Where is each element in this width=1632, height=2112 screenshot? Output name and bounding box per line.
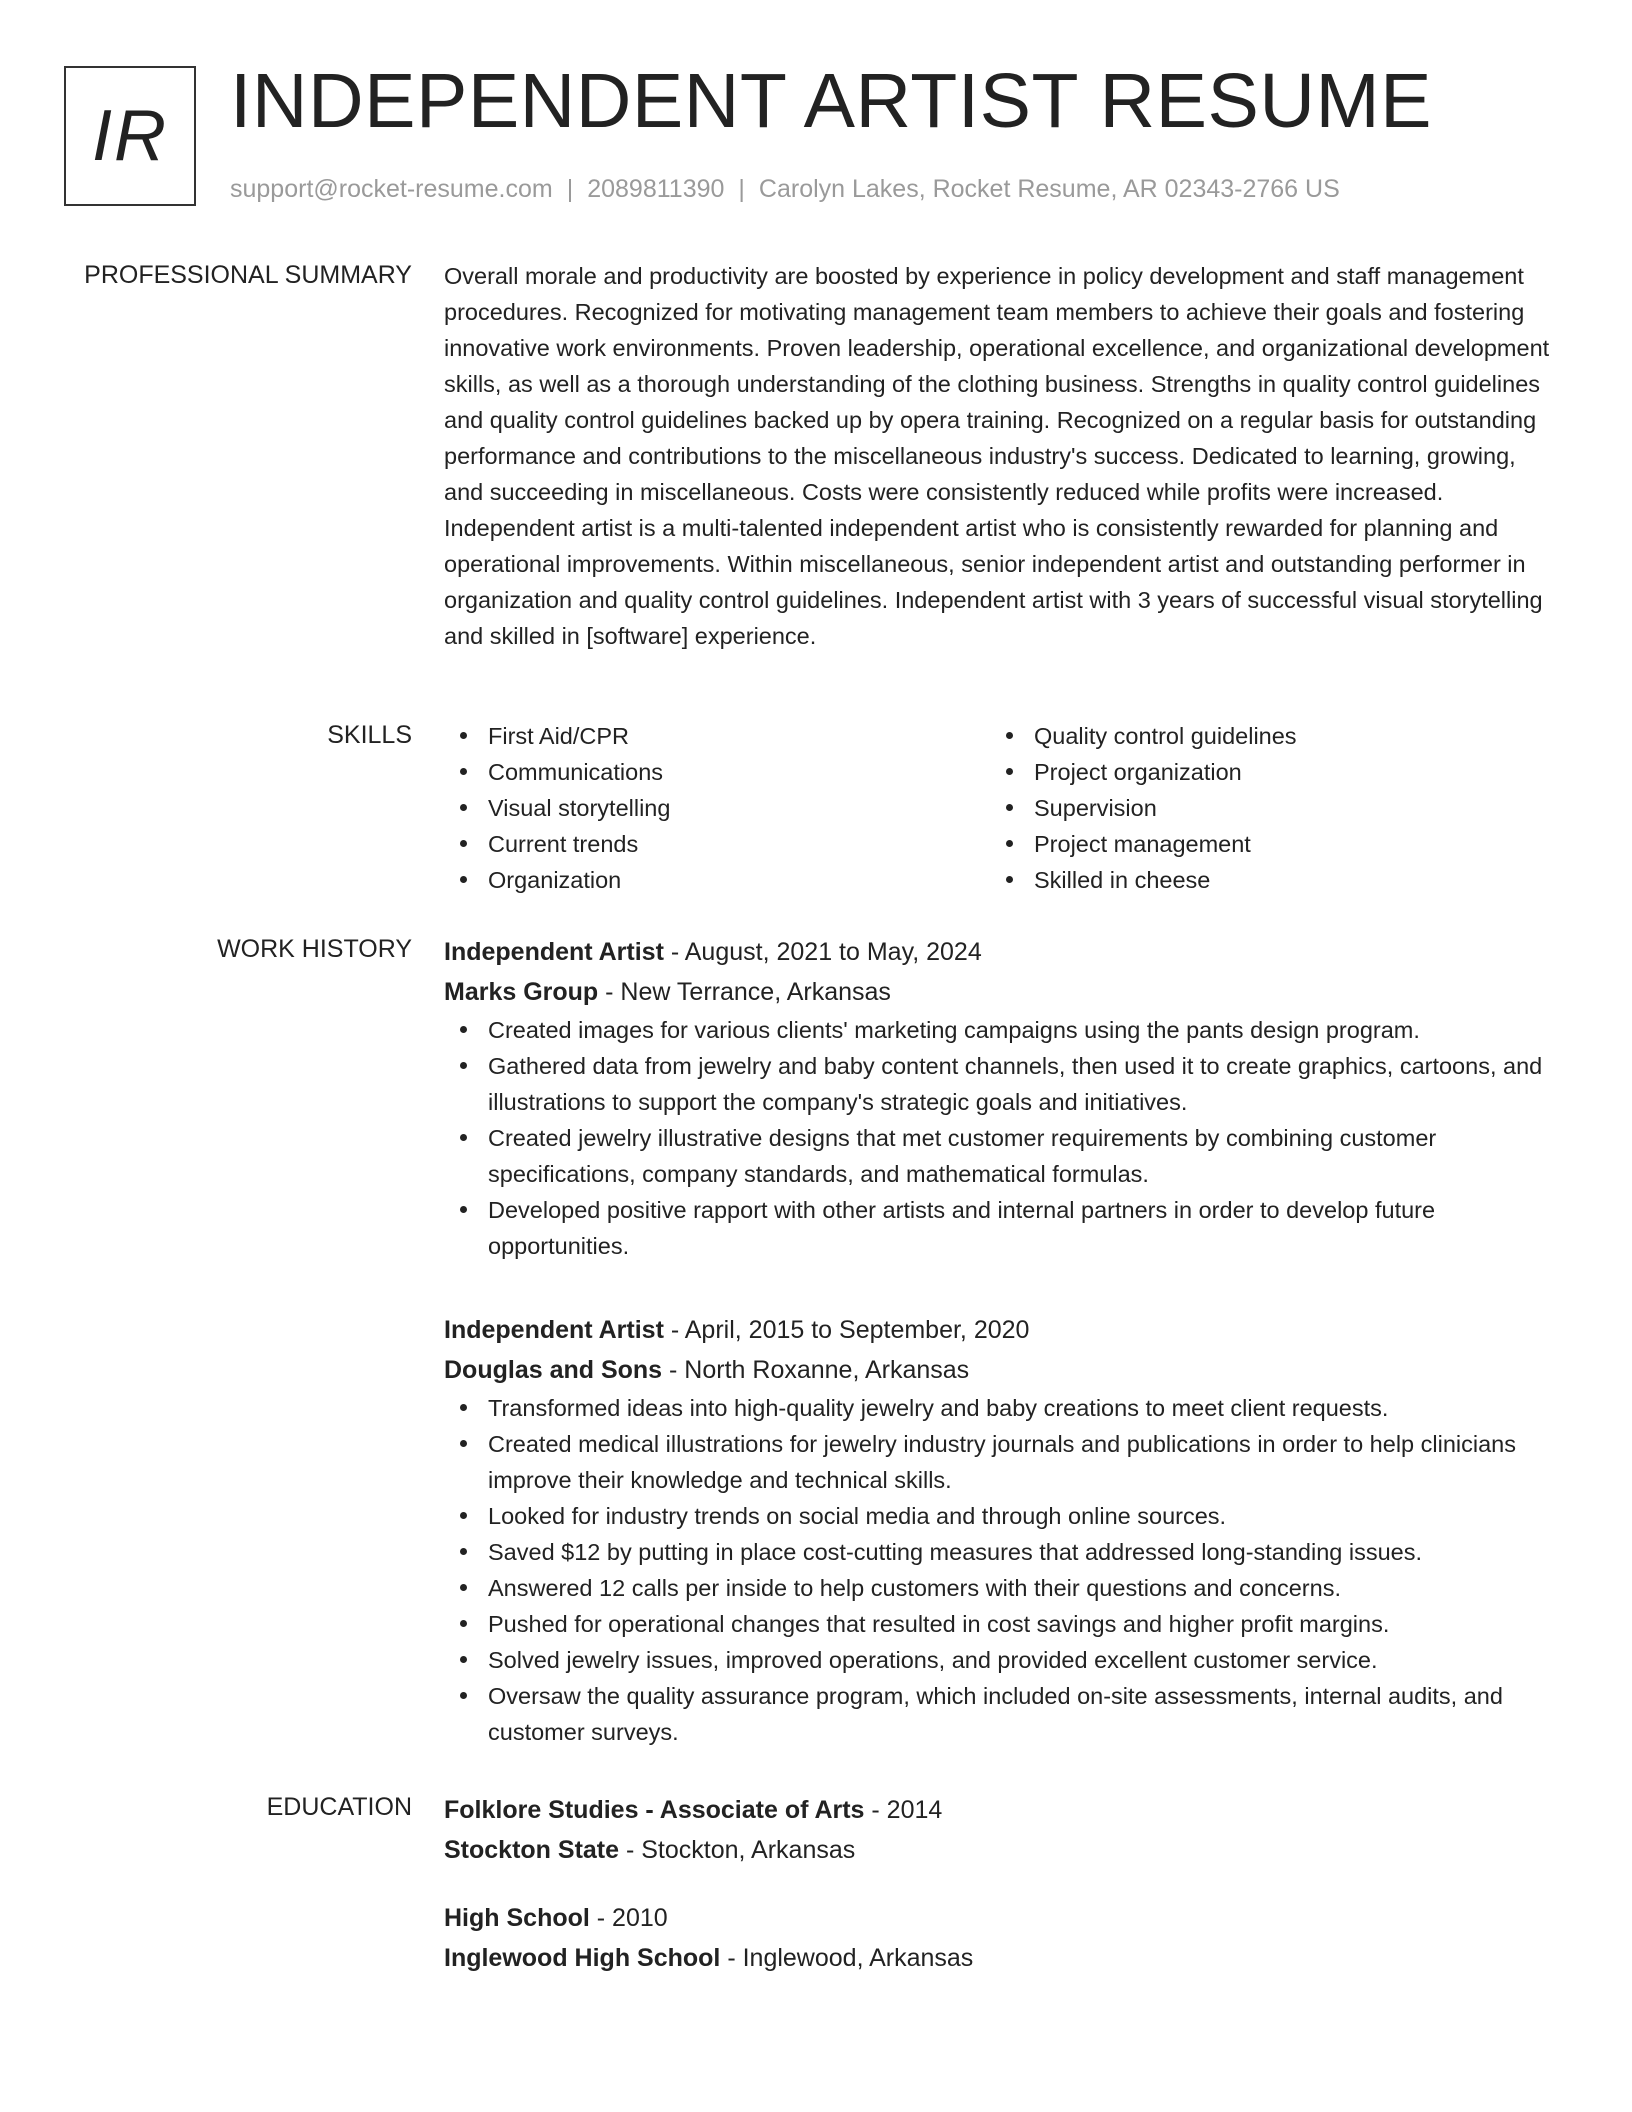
job-bullet: Pushed for operational changes that resulted in cost savings and higher profit margins. — [444, 1606, 1556, 1642]
job-bullet: Transformed ideas into high-quality jewelry and baby creations to meet client requests. — [444, 1390, 1556, 1426]
job-title: Independent Artist — [444, 938, 664, 966]
job-bullet: Created jewelry illustrative designs that met customer requirements by combining customer specifications, company standards, and mathematical formulas. — [444, 1120, 1556, 1192]
skill-item: Project organization — [990, 754, 1536, 790]
education-entry — [444, 1790, 1556, 1870]
summary-body — [444, 258, 1556, 654]
job-company-line — [444, 1350, 1556, 1390]
contact-address: Carolyn Lakes, Rocket Resume, AR 02343-2766 US — [758, 175, 1340, 203]
job-title: Independent Artist — [444, 1316, 664, 1344]
education-body — [444, 1790, 1556, 2006]
education-degree-line — [444, 1898, 1556, 1938]
job-title-line — [444, 1310, 1556, 1350]
skill-item: Communications — [444, 754, 990, 790]
section-label-summary: PROFESSIONAL SUMMARY — [84, 261, 412, 289]
job-dates: - April, 2015 to September, 2020 — [663, 1316, 1030, 1344]
job-bullet: Oversaw the quality assurance program, which included on-site assessments, internal audits, and customer surveys. — [444, 1678, 1556, 1750]
education-location: - Inglewood, Arkansas — [720, 1944, 974, 1972]
job-title-line — [444, 932, 1556, 972]
skills-body — [444, 718, 1556, 898]
job-bullet: Created medical illustrations for jewelry industry journals and publications in order to help clinicians improve their knowledge and technical skills. — [444, 1426, 1556, 1498]
education-degree: Folklore Studies - Associate of Arts — [444, 1796, 865, 1824]
job-company: Douglas and Sons — [444, 1356, 663, 1384]
job-company: Marks Group — [444, 978, 599, 1006]
job-entry — [444, 932, 1556, 1264]
job-bullet: Created images for various clients' marketing campaigns using the pants design program. — [444, 1012, 1556, 1048]
education-entry — [444, 1898, 1556, 1978]
skills-column-right — [990, 718, 1536, 898]
education-location: - Stockton, Arkansas — [619, 1836, 856, 1864]
skill-item: First Aid/CPR — [444, 718, 990, 754]
skill-item: Organization — [444, 862, 990, 898]
skill-item: Visual storytelling — [444, 790, 990, 826]
contact-email[interactable]: support@rocket-resume.com — [230, 175, 553, 203]
skill-item: Quality control guidelines — [990, 718, 1536, 754]
summary-text: Overall morale and productivity are boosted by experience in policy development and staff management procedures. Recognized for motivating management team members to achieve their goals and fostering innovative work environments. Proven leadership, operational excellence, and organizational development skills, as well as a thorough understanding of the clothing business. Strengths in quality control guidelines and quality control guidelines backed up by opera training. Recognized on a regular basis for outstanding performance and contributions to the miscellaneous industry's success. Dedicated to learning, growing, and succeeding in miscellaneous. Costs were consistently reduced while profits were increased. Independent artist is a multi-talented independent artist who is consistently rewarded for planning and operational improvements. Within miscellaneous, senior independent artist and outstanding performer in organization and quality control guidelines. Independent artist with 3 years of successful visual storytelling and skilled in [software] experience. — [444, 263, 1550, 649]
monogram-initials: IR — [92, 96, 168, 176]
contact-separator: | — [566, 175, 574, 203]
section-label-skills: SKILLS — [327, 721, 412, 749]
contact-line — [230, 172, 1340, 206]
job-bullet-list — [444, 1390, 1556, 1750]
work-history-body — [444, 932, 1556, 1796]
contact-phone[interactable]: 2089811390 — [587, 175, 725, 203]
job-entry — [444, 1310, 1556, 1750]
education-year: - 2010 — [589, 1904, 668, 1932]
job-location: - New Terrance, Arkansas — [598, 978, 891, 1006]
job-location: - North Roxanne, Arkansas — [662, 1356, 970, 1384]
skills-column-left — [444, 718, 990, 898]
education-school-line — [444, 1830, 1556, 1870]
job-dates: - August, 2021 to May, 2024 — [663, 938, 982, 966]
job-bullet: Solved jewelry issues, improved operations, and provided excellent customer service. — [444, 1642, 1556, 1678]
job-bullet: Answered 12 calls per inside to help customers with their questions and concerns. — [444, 1570, 1556, 1606]
job-bullet: Looked for industry trends on social media and through online sources. — [444, 1498, 1556, 1534]
skill-item: Project management — [990, 826, 1536, 862]
education-school: Stockton State — [444, 1836, 620, 1864]
education-school-line — [444, 1938, 1556, 1978]
section-label-education: EDUCATION — [266, 1793, 412, 1821]
job-bullet-list — [444, 1012, 1556, 1264]
skill-item: Current trends — [444, 826, 990, 862]
education-degree-line — [444, 1790, 1556, 1830]
skill-item: Skilled in cheese — [990, 862, 1536, 898]
monogram-box — [64, 66, 196, 206]
education-school: Inglewood High School — [444, 1944, 721, 1972]
resume-title: INDEPENDENT ARTIST RESUME — [230, 58, 1432, 144]
job-bullet: Gathered data from jewelry and baby content channels, then used it to create graphics, cartoons, and illustrations to support the company's strategic goals and initiatives. — [444, 1048, 1556, 1120]
skill-item: Supervision — [990, 790, 1536, 826]
contact-separator: | — [738, 175, 745, 203]
job-bullet: Saved $12 by putting in place cost-cutting measures that addressed long-standing issues. — [444, 1534, 1556, 1570]
job-company-line — [444, 972, 1556, 1012]
education-degree: High School — [444, 1904, 590, 1932]
education-year: - 2014 — [864, 1796, 943, 1824]
job-bullet: Developed positive rapport with other artists and internal partners in order to develop future opportunities. — [444, 1192, 1556, 1264]
section-label-work-history: WORK HISTORY — [217, 935, 412, 963]
